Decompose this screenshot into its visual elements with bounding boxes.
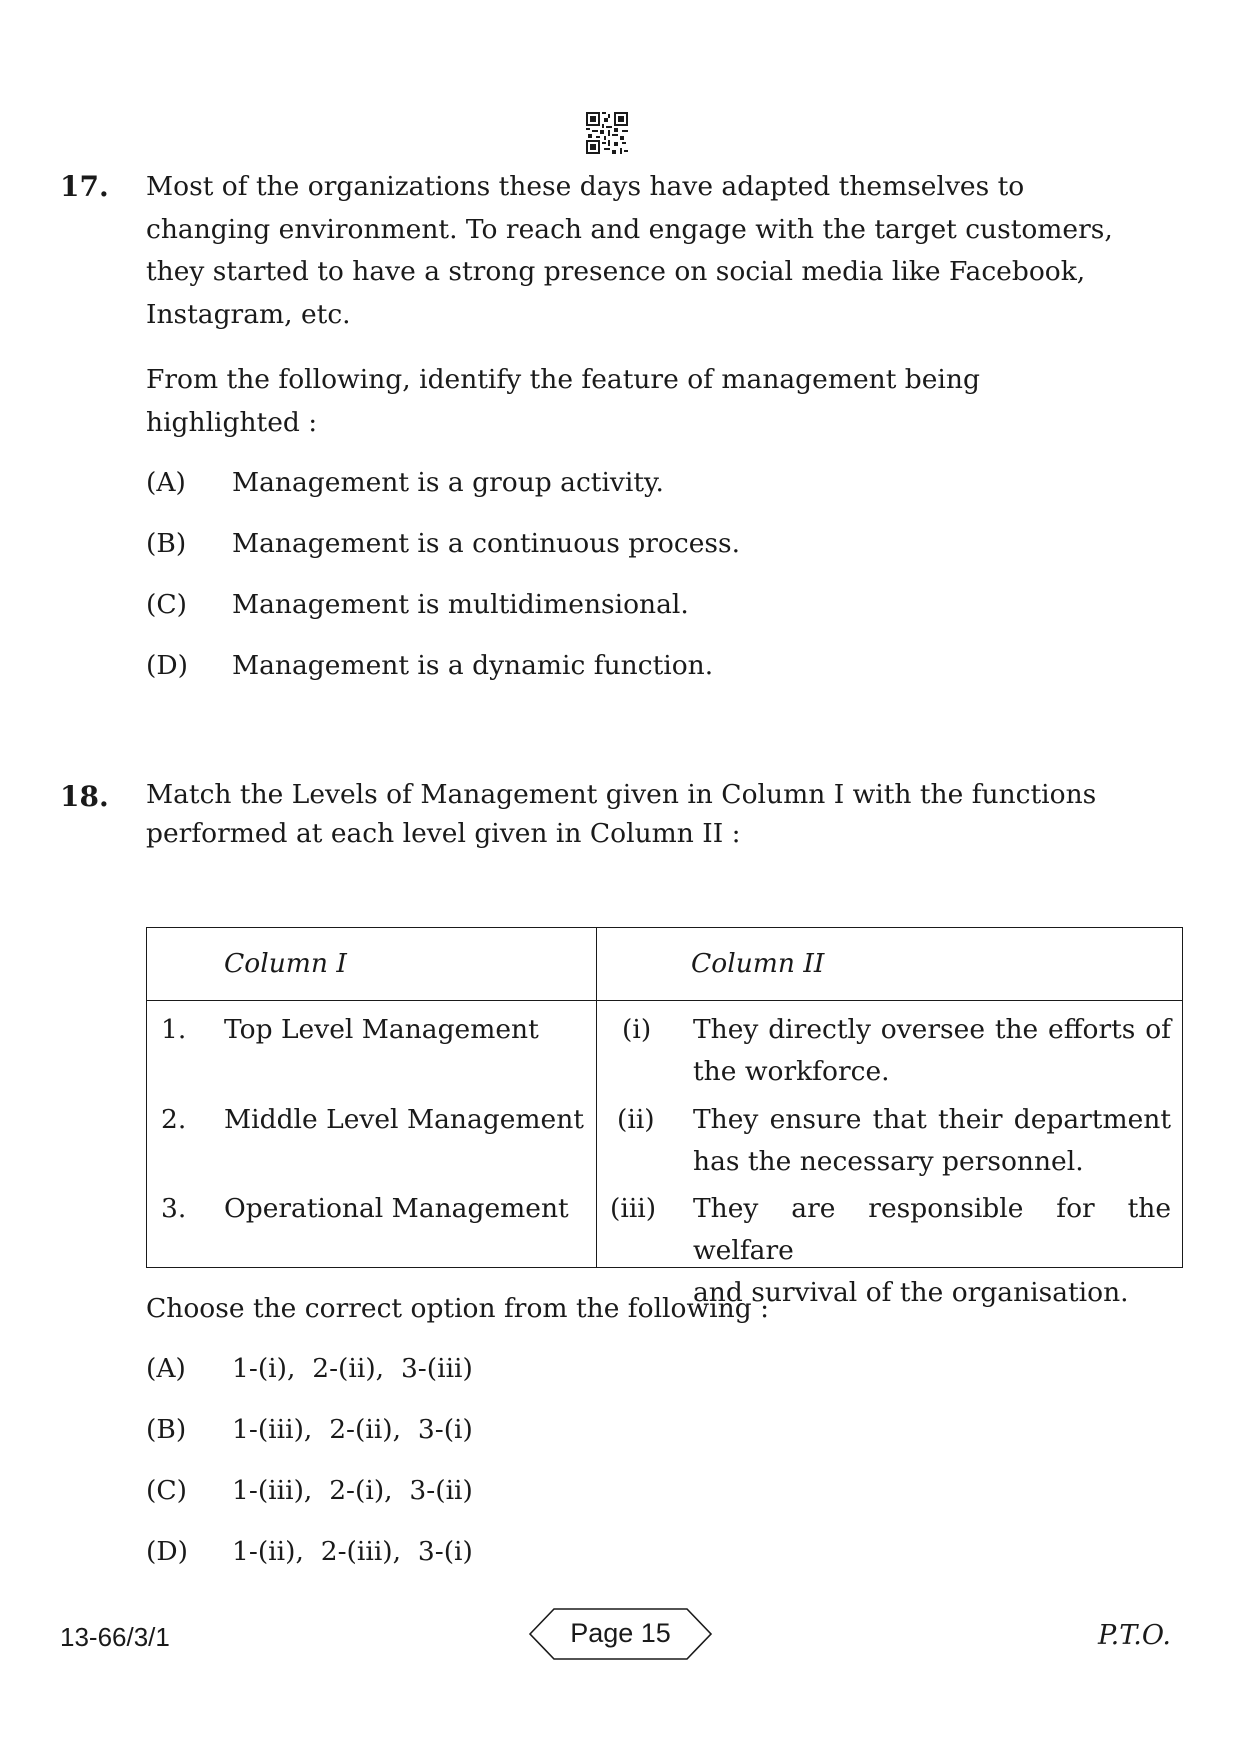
q18-option-b	[146, 1413, 473, 1447]
option-label: (C)	[146, 589, 187, 620]
q17-option-a	[146, 466, 664, 500]
question-18-text	[146, 776, 1113, 853]
question-17-line: they started to have a strong presence on social media like Facebook,	[146, 256, 1086, 287]
question-18-number: 18.	[60, 780, 109, 813]
option-text: 1-(i), 2-(ii), 3-(iii)	[232, 1353, 473, 1384]
page-number: Page 15	[570, 1618, 671, 1648]
level-name: Top Level Management	[224, 1014, 539, 1045]
question-17-line: Instagram, etc.	[146, 298, 351, 330]
paper-code: 13-66/3/1	[60, 1622, 170, 1652]
option-label: (A)	[146, 467, 186, 498]
column-1-header: Column I	[224, 948, 347, 979]
table-divider	[596, 928, 597, 1267]
question-17-prompt-line: highlighted :	[146, 406, 318, 438]
option-label: (D)	[146, 1536, 188, 1567]
question-17-prompt-line: From the following, identify the feature of management being	[146, 364, 980, 395]
question-17-text	[146, 166, 1113, 336]
q18-option-c	[146, 1474, 473, 1508]
question-17-line: changing environment. To reach and engage with the target customers,	[146, 213, 1113, 245]
question-17-number: 17.	[60, 170, 109, 203]
function-description	[693, 1099, 1171, 1183]
option-label: (D)	[146, 650, 188, 681]
q17-option-c	[146, 588, 689, 622]
pto-label: P.T.O.	[1097, 1620, 1171, 1651]
option-text: Management is a continuous process.	[232, 528, 741, 559]
description-line: They are responsible for the welfare	[693, 1193, 1171, 1266]
function-description	[693, 1009, 1171, 1093]
row-number: 1.	[161, 1014, 187, 1045]
level-name: Operational Management	[224, 1193, 569, 1224]
question-18-line: Match the Levels of Management given in Column I with the functions	[146, 779, 1097, 810]
q17-option-b	[146, 527, 740, 561]
column-2-header: Column II	[691, 948, 825, 979]
page-number-badge	[528, 1606, 713, 1662]
qr-code-icon	[586, 112, 628, 154]
option-label: (A)	[146, 1353, 186, 1384]
option-text: 1-(iii), 2-(i), 3-(ii)	[232, 1475, 473, 1506]
roman-label: (iii)	[610, 1193, 657, 1224]
question-17-line: Most of the organizations these days have adapted themselves to	[146, 171, 1025, 202]
match-table	[146, 927, 1183, 1308]
description-line: They ensure that their department	[693, 1104, 1171, 1135]
option-text: Management is a dynamic function.	[232, 650, 714, 681]
description-line: and survival of the organisation.	[693, 1277, 1129, 1308]
option-text: Management is multidimensional.	[232, 589, 689, 620]
q18-option-a	[146, 1352, 473, 1386]
table-header-divider	[147, 1000, 1182, 1001]
option-label: (B)	[146, 528, 187, 559]
description-line: the workforce.	[693, 1056, 890, 1087]
roman-label: (i)	[622, 1014, 652, 1045]
option-label: (B)	[146, 1414, 187, 1445]
description-line: They directly oversee the efforts of	[693, 1014, 1171, 1045]
description-line: has the necessary personnel.	[693, 1146, 1084, 1177]
question-18-line: performed at each level given in Column II :	[146, 817, 741, 849]
option-label: (C)	[146, 1475, 187, 1506]
choose-instruction: Choose the correct option from the following :	[146, 1293, 770, 1324]
question-17-prompt	[146, 359, 1113, 444]
q17-option-d	[146, 649, 713, 683]
option-text: Management is a group activity.	[232, 467, 664, 498]
row-number: 3.	[161, 1193, 187, 1224]
q18-option-d	[146, 1535, 473, 1569]
roman-label: (ii)	[617, 1104, 655, 1135]
option-text: 1-(ii), 2-(iii), 3-(i)	[232, 1536, 473, 1567]
option-text: 1-(iii), 2-(ii), 3-(i)	[232, 1414, 473, 1445]
row-number: 2.	[161, 1104, 187, 1135]
level-name: Middle Level Management	[224, 1104, 584, 1135]
